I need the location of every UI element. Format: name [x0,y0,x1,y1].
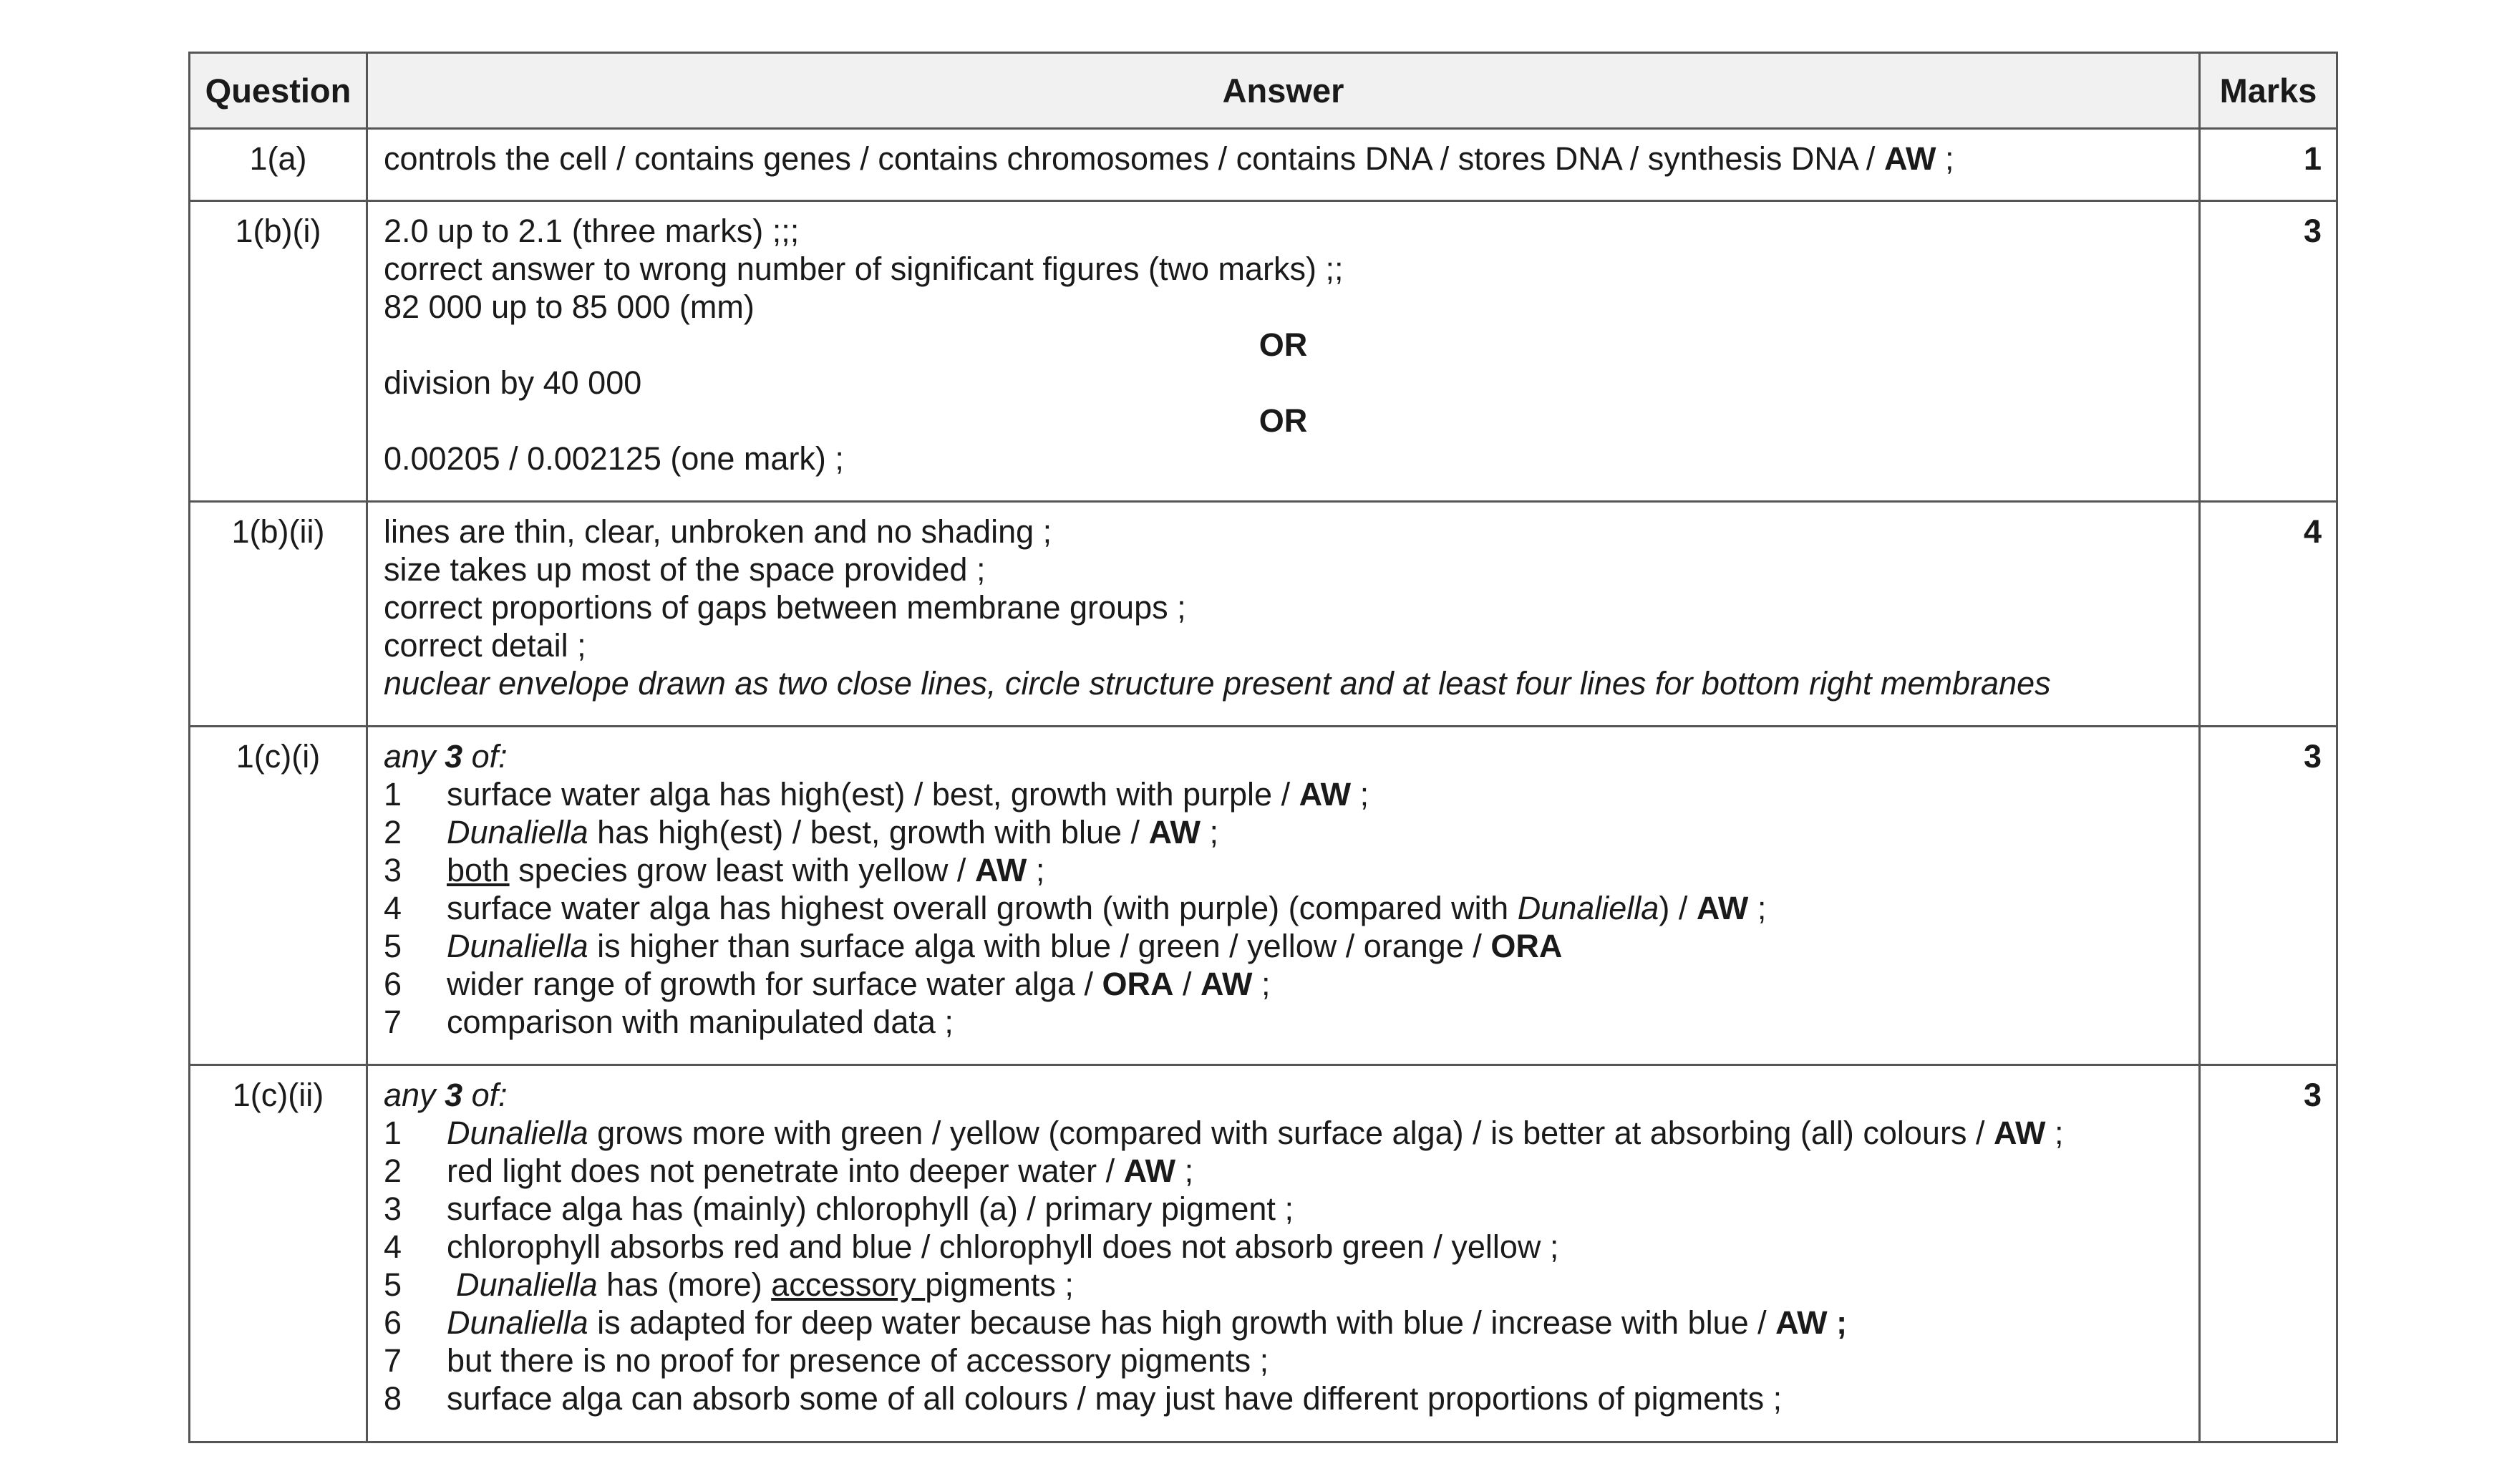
table-header-row [190,53,2337,129]
answer-cell [367,129,2200,201]
any-of-intro: any 3 of: [384,1077,508,1113]
answer-cell [367,502,2200,727]
answer-cell [367,727,2200,1065]
marks-cell: 3 [2200,1065,2337,1442]
answer-line: 2.0 up to 2.1 (three marks) ;;; [384,213,800,249]
any-of-intro: any 3 of: [384,738,508,775]
list-item: 2 Dunaliella has high(est) / best, growth with blue / AW ; [384,814,1219,850]
list-item: 4 chlorophyll absorbs red and blue / chlorophyll does not absorb green / yellow ; [384,1228,1559,1265]
list-item: 1 Dunaliella grows more with green / yellow (compared with surface alga) / is better at absorbing (all) colours / AW ; [384,1115,2064,1151]
header-question: Question [190,53,367,129]
answer-cell [367,201,2200,502]
list-item: 3 both species grow least with yellow / AW ; [384,852,1045,888]
table-row [190,201,2337,502]
marks-cell: 4 [2200,502,2337,727]
list-item: 3 surface alga has (mainly) chlorophyll (a) / primary pigment ; [384,1190,1294,1227]
list-item: 6 wider range of growth for surface water alga / ORA / AW ; [384,966,1271,1002]
answer-line: division by 40 000 [384,364,642,401]
answer-note: nuclear envelope drawn as two close lines, circle structure present and at least four lines for bottom right membranes [384,665,2051,702]
list-item: 7 but there is no proof for presence of accessory pigments ; [384,1342,1269,1379]
list-item: 5 Dunaliella is higher than surface alga with blue / green / yellow / orange / ORA [384,928,1563,964]
marks-cell: 3 [2200,727,2337,1065]
list-item: 1 surface water alga has high(est) / best, growth with purple / AW ; [384,776,1369,813]
header-marks: Marks [2200,53,2337,129]
list-item: 4 surface water alga has highest overall growth (with purple) (compared with Dunaliella) / AW ; [384,890,1767,926]
question-cell: 1(c)(i) [190,727,367,1065]
table-row [190,502,2337,727]
answer-line: 0.00205 / 0.002125 (one mark) ; [384,440,844,477]
table-row [190,129,2337,201]
answer-line: controls the cell / contains genes / contains chromosomes / contains DNA / stores DNA / synthesis DNA / AW ; [384,140,1954,177]
list-item: 2 red light does not penetrate into deeper water / AW ; [384,1153,1194,1189]
answer-line: correct answer to wrong number of significant figures (two marks) ;; [384,251,1344,287]
table-row [190,727,2337,1065]
question-cell: 1(b)(ii) [190,502,367,727]
mark-scheme-table [188,52,2338,1443]
answer-cell [367,1065,2200,1442]
question-cell: 1(a) [190,129,367,201]
marks-cell: 3 [2200,201,2337,502]
answer-line: size takes up most of the space provided ; [384,551,986,588]
list-item: 8 surface alga can absorb some of all colours / may just have different proportions of pigments ; [384,1380,1783,1417]
answer-line: correct detail ; [384,627,586,664]
list-item: 6 Dunaliella is adapted for deep water because has high growth with blue / increase with blue / AW ; [384,1304,1848,1341]
question-cell: 1(b)(i) [190,201,367,502]
list-item: 7 comparison with manipulated data ; [384,1004,954,1040]
answer-line: 82 000 up to 85 000 (mm) [384,288,755,325]
marks-cell: 1 [2200,129,2337,201]
question-cell: 1(c)(ii) [190,1065,367,1442]
or-separator: OR [1259,326,1308,363]
table-row [190,1065,2337,1442]
list-item: 5 Dunaliella has (more) accessory pigments ; [384,1266,1074,1303]
answer-line: correct proportions of gaps between membrane groups ; [384,589,1186,626]
or-separator: OR [1259,402,1308,439]
answer-line: lines are thin, clear, unbroken and no shading ; [384,513,1052,550]
header-answer: Answer [367,53,2200,129]
